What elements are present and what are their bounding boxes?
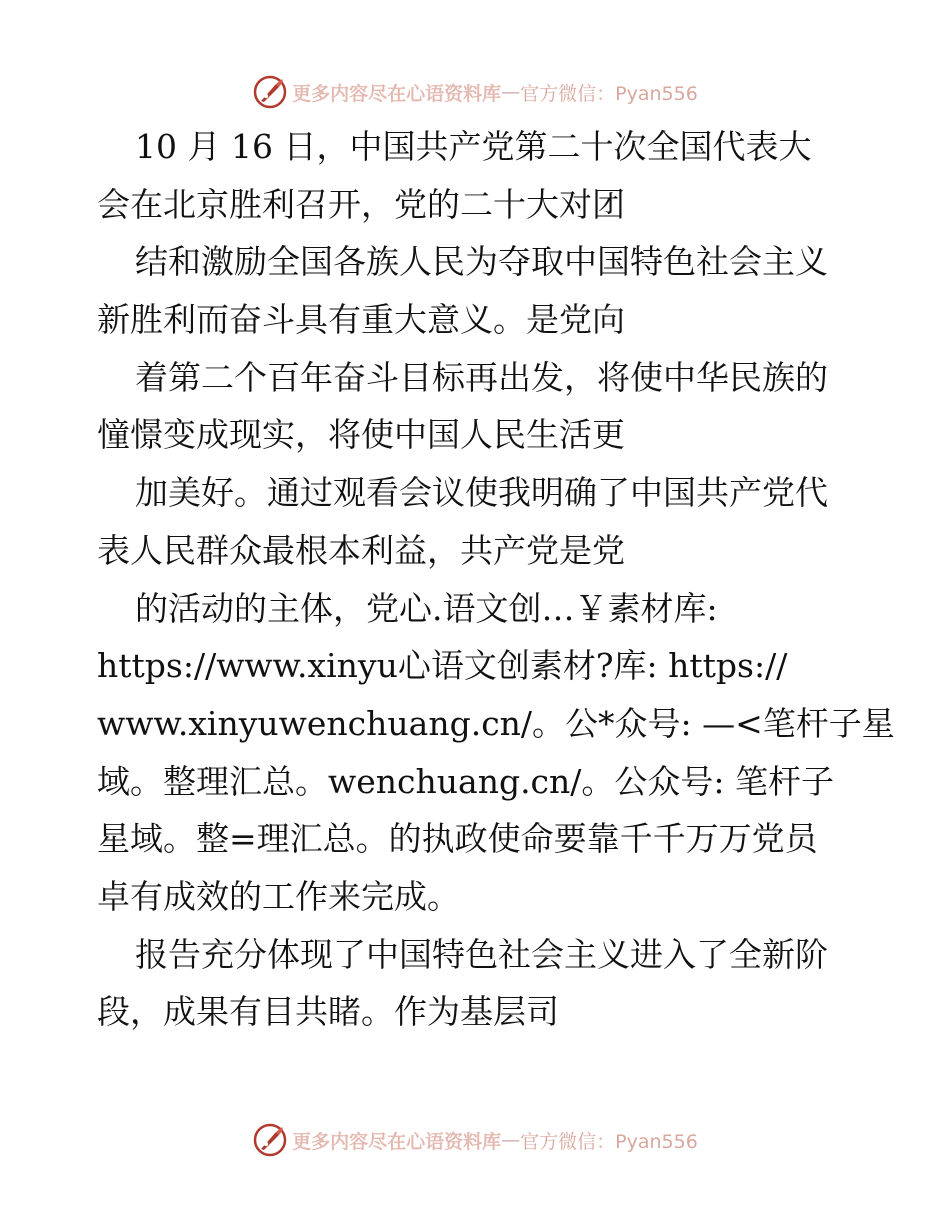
document-body	[97, 118, 895, 1041]
text-line: 着第二个百年奋斗目标再出发，将使中华民族的	[135, 357, 828, 397]
text-line: 加美好。通过观看会议使我明确了中国共产党代	[135, 473, 828, 513]
text-line: 星域。整=理汇总。的执政使命要靠千千万万党员	[97, 819, 818, 859]
text-line: 的活动的主体，党心.语文创…￥素材库:	[135, 588, 718, 628]
watermark-dash: —	[501, 1129, 521, 1151]
watermark-brand: 更多内容尽在心语资料库	[292, 82, 502, 105]
text-line: 10 月 16 日，中国共产党第二十次全国代表大	[135, 127, 812, 166]
text-line: www.xinyuwenchuang.cn/。公*众号: —<笔杆子星	[97, 703, 895, 743]
text-line: 表人民群众最根本利益，共产党是党	[97, 530, 625, 570]
text-line: 结和激励全国各族人民为夺取中国特色社会主义	[135, 242, 828, 282]
quill-logo-icon	[252, 1122, 288, 1158]
watermark-dash: —	[501, 81, 521, 103]
text-line: 憧憬变成现实，将使中国人民生活更	[97, 415, 625, 455]
text-line: 新胜利而奋斗具有重大意义。是党向	[97, 300, 625, 340]
footer-watermark	[0, 1120, 950, 1160]
text-line: 卓有成效的工作来完成。	[97, 876, 460, 916]
text-line: 会在北京胜利召开，党的二十大对团	[97, 184, 625, 224]
quill-logo-icon	[252, 74, 288, 110]
text-line: 段，成果有目共睹。作为基层司	[97, 992, 559, 1032]
text-line: https://www.xinyu心语文创素材?库: https://	[97, 646, 788, 686]
header-watermark	[0, 72, 950, 112]
text-line: 报告充分体现了中国特色社会主义进入了全新阶	[135, 934, 828, 974]
text-line: 域。整理汇总。wenchuang.cn/。公众号: 笔杆子	[97, 761, 835, 801]
watermark-contact: 官方微信：Pyan556	[520, 1130, 698, 1153]
watermark-contact: 官方微信：Pyan556	[520, 82, 698, 105]
watermark-brand: 更多内容尽在心语资料库	[292, 1130, 502, 1153]
